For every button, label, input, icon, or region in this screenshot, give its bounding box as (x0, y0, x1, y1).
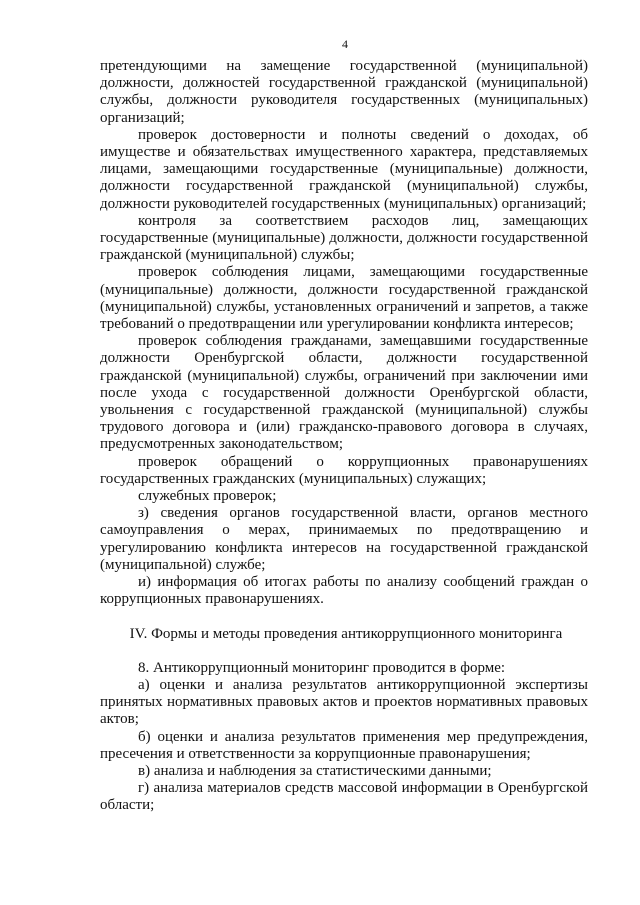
paragraph-item-b: б) оценки и анализа результатов применения мер предупреждения, пресечения и ответственности за коррупционные правонарушения; (100, 728, 588, 762)
page-number: 4 (342, 37, 348, 51)
paragraph-continuation: претендующими на замещение государственной (муниципальной) должности, должностей государственной гражданской (муниципальной) службы, должности руководителя государственных (муниципальных) организаций; (100, 58, 588, 126)
paragraph-item-i: и) информация об итогах работы по анализу сообщений граждан о коррупционных правонарушениях. (100, 574, 588, 608)
paragraph-expense-control: контроля за соответствием расходов лиц, замещающих государственные (муниципальные) должности, должности государственной гражданской (муниципальной) службы; (100, 212, 588, 264)
paragraph-official-checks: служебных проверок; (138, 488, 277, 505)
paragraph-item-g: г) анализа материалов средств массовой информации в Оренбургской области; (100, 780, 588, 814)
paragraph-item-8: 8. Антикоррупционный мониторинг проводится в форме: (138, 659, 506, 676)
paragraph-corruption-reports: проверок обращений о коррупционных правонарушениях государственных гражданских (муниципальных) служащих; (100, 453, 588, 487)
document-page (100, 36, 588, 815)
paragraph-item-v: в) анализа и наблюдения за статистическими данными; (138, 762, 492, 779)
section-heading: IV. Формы и методы проведения антикоррупционного мониторинга (129, 625, 563, 642)
paragraph-restrictions-compliance: проверок соблюдения лицами, замещающими государственные (муниципальные) должности, должности государственной гражданской (муниципальной) службы, установленных ограничений и запретов, а также требований о предотвращении или урегулировании конфликта интересов; (100, 264, 588, 333)
paragraph-former-officials: проверок соблюдения гражданами, замещавшими государственные должности Оренбургской области, должности государственной гражданской (муниципальной) службы, ограничений при заключении ими после ухода с государственной должности Оренбургской области, увольнения с государственной гражданской (муниципальной) службы трудового договора и (или) гражданско-правового договора в случаях, предусмотренных законодательством; (100, 333, 588, 453)
paragraph-item-a: а) оценки и анализа результатов антикоррупционной экспертизы принятых нормативных правовых актов и проектов нормативных правовых актов; (100, 676, 588, 728)
paragraph-item-z: з) сведения органов государственной власти, органов местного самоуправления о мерах, принимаемых по предотвращению и урегулированию конфликта интересов на государственной гражданской (муниципальной) службе; (100, 505, 588, 573)
paragraph-income-verification: проверок достоверности и полноты сведений о доходах, об имуществе и обязательствах имущественного характера, представляемых лицами, замещающими государственные (муниципальные) должности, должности государственной гражданской (муниципальной) службы, должности руководителей государственных (муниципальных) организаций; (100, 126, 588, 212)
